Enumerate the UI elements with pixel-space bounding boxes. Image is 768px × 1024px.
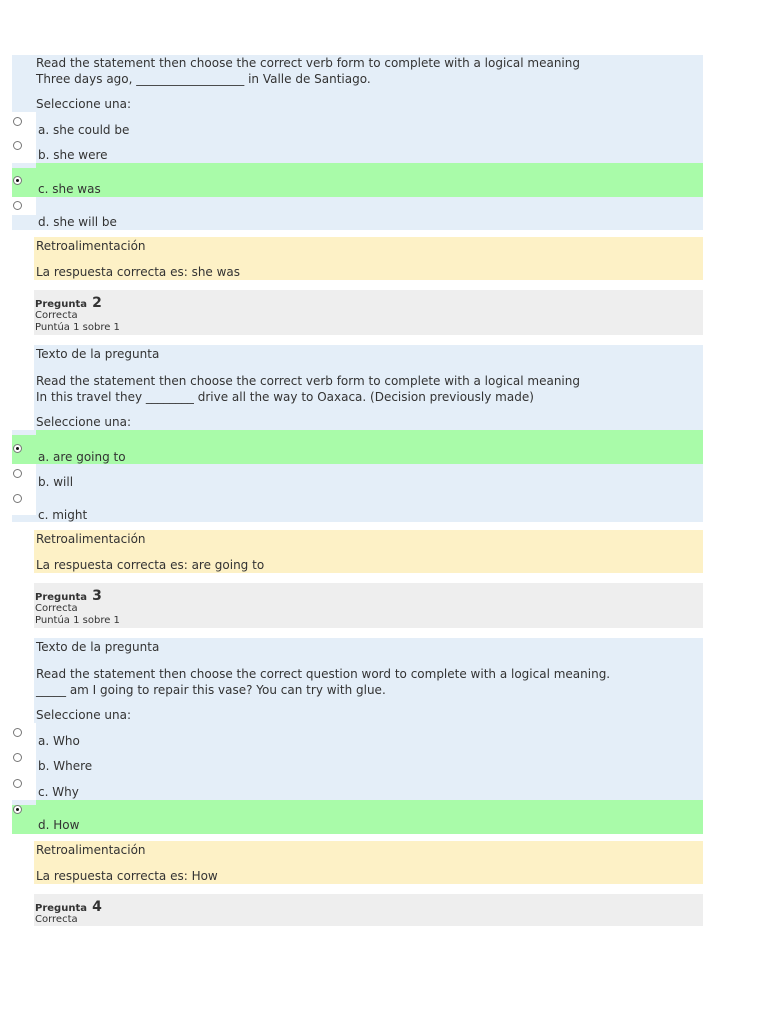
q3-feedback-text: La respuesta correcta es: How bbox=[36, 869, 218, 883]
q1-option-a-radio[interactable] bbox=[13, 117, 22, 126]
q4-label: Pregunta bbox=[35, 903, 87, 914]
q1-option-d-label[interactable]: d. she will be bbox=[38, 215, 117, 229]
q3-option-b-radio[interactable] bbox=[13, 753, 22, 762]
q3-heading bbox=[35, 585, 102, 604]
q3-instruction: Read the statement then choose the correct question word to complete with a logical meaning. bbox=[36, 667, 611, 681]
q3-label: Pregunta bbox=[35, 592, 87, 603]
q4-heading bbox=[35, 896, 102, 915]
q1-option-c-label[interactable]: c. she was bbox=[38, 182, 101, 196]
q1-feedback-title: Retroalimentación bbox=[36, 239, 146, 253]
q2-text-title: Texto de la pregunta bbox=[36, 347, 160, 361]
q2-score: Puntúa 1 sobre 1 bbox=[35, 322, 120, 333]
q3-status: Correcta bbox=[35, 603, 78, 614]
q3-option-d-radio[interactable] bbox=[13, 805, 22, 814]
q3-feedback-title: Retroalimentación bbox=[36, 843, 146, 857]
q1-option-d-radio[interactable] bbox=[13, 201, 22, 210]
q3-option-a-radio[interactable] bbox=[13, 728, 22, 737]
q3-statement: _____ am I going to repair this vase? You can try with glue. bbox=[36, 683, 386, 697]
q1-option-c-radio[interactable] bbox=[13, 176, 22, 185]
q1-option-b-label[interactable]: b. she were bbox=[38, 148, 108, 162]
q2-option-c-radio[interactable] bbox=[13, 494, 22, 503]
q3-select-label: Seleccione una: bbox=[36, 708, 131, 722]
q2-option-a-label[interactable]: a. are going to bbox=[38, 450, 126, 464]
q4-status: Correcta bbox=[35, 914, 78, 925]
q3-number: 3 bbox=[92, 588, 102, 604]
q1-instruction: Read the statement then choose the correct verb form to complete with a logical meaning bbox=[36, 56, 580, 70]
q2-statement: In this travel they ________ drive all the way to Oaxaca. (Decision previously made) bbox=[36, 390, 534, 404]
q1-feedback-text: La respuesta correcta es: she was bbox=[36, 265, 241, 279]
q2-info-box bbox=[34, 290, 703, 335]
q2-select-label: Seleccione una: bbox=[36, 415, 131, 429]
q1-option-b-radio[interactable] bbox=[13, 141, 22, 150]
q2-feedback-title: Retroalimentación bbox=[36, 532, 146, 546]
q3-text-title: Texto de la pregunta bbox=[36, 640, 160, 654]
q1-select-label: Seleccione una: bbox=[36, 97, 131, 111]
q2-option-b-label[interactable]: b. will bbox=[38, 475, 74, 489]
q3-score: Puntúa 1 sobre 1 bbox=[35, 615, 120, 626]
q2-instruction: Read the statement then choose the correct verb form to complete with a logical meaning bbox=[36, 374, 580, 388]
q3-option-b-label[interactable]: b. Where bbox=[38, 759, 93, 773]
q2-option-b-radio[interactable] bbox=[13, 469, 22, 478]
q2-status: Correcta bbox=[35, 310, 78, 321]
q2-option-c-label[interactable]: c. might bbox=[38, 508, 88, 522]
q3-option-d-label[interactable]: d. How bbox=[38, 818, 80, 832]
q2-label: Pregunta bbox=[35, 299, 87, 310]
q3-option-c-label[interactable]: c. Why bbox=[38, 785, 79, 799]
q3-info-box bbox=[34, 583, 703, 628]
q1-option-a-label[interactable]: a. she could be bbox=[38, 123, 130, 137]
q1-selected-answer-row bbox=[12, 163, 703, 197]
q3-option-a-label[interactable]: a. Who bbox=[38, 734, 80, 748]
q2-heading bbox=[35, 292, 102, 311]
q4-info-box bbox=[34, 894, 703, 926]
q2-option-a-radio[interactable] bbox=[13, 444, 22, 453]
q3-option-c-radio[interactable] bbox=[13, 779, 22, 788]
q2-feedback-text: La respuesta correcta es: are going to bbox=[36, 558, 265, 572]
q2-number: 2 bbox=[92, 295, 102, 311]
q1-statement: Three days ago, __________________ in Valle de Santiago. bbox=[36, 72, 371, 86]
q4-number: 4 bbox=[92, 899, 102, 915]
q3-selected-answer-row bbox=[12, 800, 703, 834]
